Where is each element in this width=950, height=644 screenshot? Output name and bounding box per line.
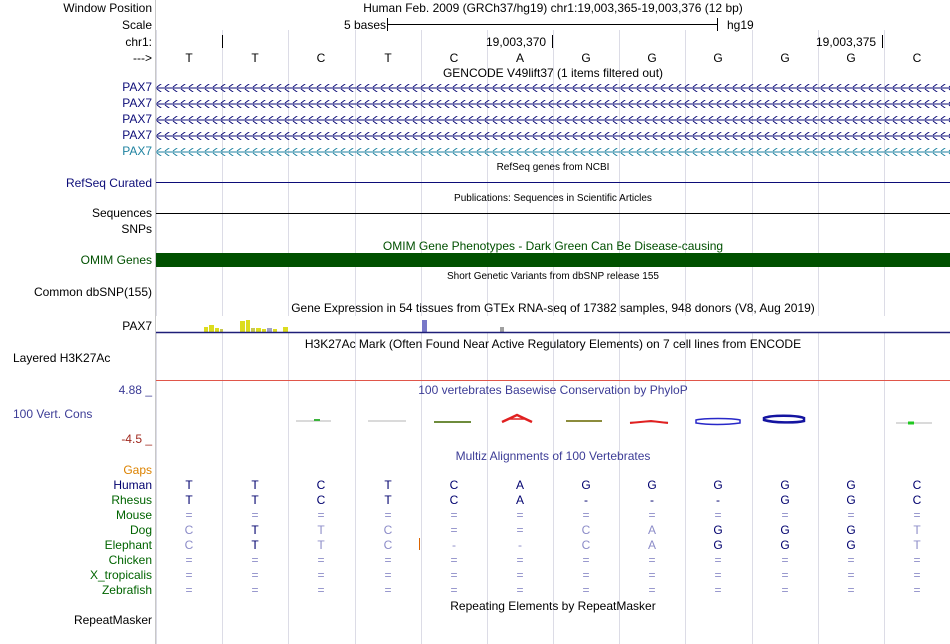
alignment-cell-human: G [581,478,591,492]
h3k27ac-track-title: H3K27Ac Mark (Often Found Near Active Regulatory Elements) on 7 cell lines from ENCODE [304,337,802,351]
strand-arrow-label: ---> [133,51,152,65]
gencode-pax7-label-1[interactable]: PAX7 [122,80,152,94]
gencode-track-title: GENCODE V49lift37 (1 items filtered out) [442,66,664,80]
alignment-cell-rhesus: - [650,493,654,507]
alignment-cell-elephant: C [581,538,591,552]
alignment-cell-dog: T [251,523,259,537]
phylop-track-title: 100 vertebrates Basewise Conservation by PhyloP [418,383,688,397]
alignment-cell-elephant: A [647,538,656,552]
alignment-cell-zebrafish: = [913,583,921,597]
alignment-cell-zebrafish: = [582,583,590,597]
sequences-label[interactable]: Sequences [91,206,152,220]
snps-label[interactable]: SNPs [121,222,152,236]
alignment-cell-x-tropicalis: = [714,568,722,582]
alignment-cell-dog: G [713,523,723,537]
alignment-cell-zebrafish: = [847,583,855,597]
gencode-pax7-label-2[interactable]: PAX7 [122,96,152,110]
alignment-cell-mouse: = [582,508,590,522]
alignment-cell-x-tropicalis: = [913,568,921,582]
alignment-cell-zebrafish: = [317,583,325,597]
alignment-cell-chicken: = [648,553,656,567]
alignment-cell-human: T [384,478,392,492]
alignment-cell-zebrafish: = [251,583,259,597]
alignment-cell-zebrafish: = [781,583,789,597]
alignment-cell-mouse: = [847,508,855,522]
species-label-mouse[interactable]: Mouse [115,508,152,522]
alignment-cell-human: G [647,478,657,492]
omim-track-title: OMIM Gene Phenotypes - Dark Green Can Be Disease-causing [382,239,724,253]
alignment-cell-human: C [449,478,459,492]
gencode-transcript-1 [156,84,950,92]
alignment-cell-chicken: = [847,553,855,567]
coord-tick-1 [222,35,223,48]
alignment-cell-elephant: G [713,538,723,552]
alignment-cell-x-tropicalis: = [781,568,789,582]
coord-tick-3 [882,35,883,48]
gencode-transcript-4 [156,132,950,140]
alignment-cell-dog: C [383,523,393,537]
coord-label-2: 19,003,375 [816,35,877,49]
alignment-cell-human: C [912,478,922,492]
window-position-text: Human Feb. 2009 (GRCh37/hg19) chr1:19,003,365-19,003,376 (12 bp) [363,1,743,15]
reference-base: G [647,51,657,65]
scale-assembly: hg19 [727,18,754,32]
species-label-rhesus[interactable]: Rhesus [111,493,152,507]
alignment-cell-mouse: = [781,508,789,522]
alignment-cell-elephant: - [518,538,522,552]
reference-base: T [251,51,259,65]
alignment-cell-chicken: = [913,553,921,567]
gencode-transcript-3 [156,116,950,124]
gencode-pax7-label-4[interactable]: PAX7 [122,128,152,142]
alignment-cell-rhesus: - [584,493,588,507]
elephant-insertion-marker [419,538,420,550]
alignment-cell-human: C [316,478,326,492]
reference-base: C [449,51,459,65]
gencode-transcript-5 [156,148,950,156]
alignment-cell-rhesus: T [251,493,259,507]
vert-cons-label[interactable]: 100 Vert. Cons [13,407,93,421]
refseq-curated-label[interactable]: RefSeq Curated [65,176,152,190]
genome-browser-track-area[interactable] [156,0,950,644]
alignment-cell-elephant: T [251,538,259,552]
alignment-cell-elephant: C [184,538,194,552]
alignment-cell-rhesus: T [384,493,392,507]
alignment-cell-human: G [846,478,856,492]
scale-text: 5 bases [343,18,386,32]
reference-base: T [384,51,392,65]
alignment-cell-rhesus: G [780,493,790,507]
gtex-track-title: Gene Expression in 54 tissues from GTEx RNA-seq of 17382 samples, 948 donors (V8, Aug 2019) [291,301,815,315]
scale-bar-right-tick [717,18,718,31]
alignment-cell-dog: G [846,523,856,537]
multiz-track-title: Multiz Alignments of 100 Vertebrates [455,449,651,463]
reference-base: G [581,51,591,65]
species-label-human[interactable]: Human [113,478,152,492]
alignment-cell-chicken: = [714,553,722,567]
alignment-cell-zebrafish: = [450,583,458,597]
omim-gene-bar[interactable] [156,253,950,267]
species-label-zebrafish[interactable]: Zebrafish [101,583,152,597]
alignment-cell-mouse: = [714,508,722,522]
alignment-cell-dog: C [581,523,591,537]
repeatmasker-track-title: Repeating Elements by RepeatMasker [450,599,656,613]
alignment-cell-rhesus: C [316,493,326,507]
chr-label: chr1: [125,35,152,49]
reference-base: T [185,51,193,65]
alignment-cell-dog: G [780,523,790,537]
alignment-cell-dog: A [647,523,656,537]
alignment-cell-zebrafish: = [516,583,524,597]
alignment-cell-mouse: = [648,508,656,522]
alignment-cell-x-tropicalis: = [384,568,392,582]
alignment-cell-rhesus: - [716,493,720,507]
alignment-cell-human: G [780,478,790,492]
gtex-pax7-label[interactable]: PAX7 [122,319,152,333]
alignment-cell-zebrafish: = [384,583,392,597]
alignment-cell-dog: = [516,523,524,537]
refseq-track-title: RefSeq genes from NCBI [496,162,610,173]
alignment-cell-chicken: = [516,553,524,567]
common-dbsnp-label[interactable]: Common dbSNP(155) [33,285,152,299]
alignment-cell-mouse: = [251,508,259,522]
reference-base: C [912,51,922,65]
alignment-cell-x-tropicalis: = [516,568,524,582]
species-label-elephant[interactable]: Elephant [104,538,152,552]
track-label-column [0,0,156,644]
alignment-cell-chicken: = [781,553,789,567]
alignment-cell-chicken: = [251,553,259,567]
coord-tick-2 [552,35,553,48]
h3k27ac-signal-line[interactable] [156,380,950,381]
layered-h3k27ac-label[interactable]: Layered H3K27Ac [13,351,111,365]
scale-label: Scale [121,18,152,32]
alignment-cell-rhesus: C [912,493,922,507]
alignment-cell-rhesus: A [515,493,524,507]
phylop-conservation-logo[interactable] [156,410,950,430]
alignment-cell-dog: T [913,523,921,537]
reference-base: G [713,51,723,65]
alignment-cell-rhesus: T [185,493,193,507]
reference-base: A [515,51,524,65]
alignment-cell-elephant: T [913,538,921,552]
alignment-cell-mouse: = [516,508,524,522]
alignment-cell-human: T [185,478,193,492]
omim-genes-label[interactable]: OMIM Genes [80,253,152,267]
alignment-cell-x-tropicalis: = [847,568,855,582]
species-label-x-tropicalis[interactable]: X_tropicalis [89,568,152,582]
alignment-cell-mouse: = [317,508,325,522]
alignment-cell-x-tropicalis: = [582,568,590,582]
scale-bar [387,24,718,25]
alignment-cell-x-tropicalis: = [317,568,325,582]
alignment-cell-mouse: = [384,508,392,522]
alignment-cell-chicken: = [384,553,392,567]
alignment-cell-zebrafish: = [185,583,193,597]
dbsnp-track-title: Short Genetic Variants from dbSNP release 155 [447,271,659,282]
alignment-cell-rhesus: G [846,493,856,507]
window-position-label: Window Position [63,1,152,15]
gencode-transcripts[interactable] [156,80,950,160]
phylop-min-label: -4.5 _ [121,432,152,446]
alignment-cell-mouse: = [450,508,458,522]
alignment-cell-mouse: = [185,508,193,522]
gencode-transcript-2 [156,100,950,108]
alignment-cell-elephant: G [780,538,790,552]
alignment-cell-mouse: = [913,508,921,522]
alignment-cell-elephant: T [317,538,325,552]
alignment-cell-chicken: = [582,553,590,567]
repeatmasker-label[interactable]: RepeatMasker [73,613,152,627]
alignment-cell-rhesus: C [449,493,459,507]
reference-base: G [846,51,856,65]
reference-base: C [316,51,326,65]
alignment-cell-chicken: = [317,553,325,567]
gencode-pax7-label-3[interactable]: PAX7 [122,112,152,126]
alignment-cell-dog: = [450,523,458,537]
phylop-max-label: 4.88 _ [118,383,152,397]
alignment-cell-x-tropicalis: = [185,568,193,582]
alignment-cell-elephant: G [846,538,856,552]
species-label-chicken[interactable]: Chicken [108,553,152,567]
alignment-cell-chicken: = [185,553,193,567]
alignment-cell-x-tropicalis: = [251,568,259,582]
alignment-cell-x-tropicalis: = [648,568,656,582]
alignment-cell-dog: T [317,523,325,537]
alignment-cell-elephant: - [452,538,456,552]
publications-track-title: Publications: Sequences in Scientific Articles [454,193,652,204]
gtex-expression-bars[interactable] [156,316,950,334]
species-label-dog[interactable]: Dog [129,523,152,537]
publications-line[interactable] [156,213,950,214]
alignment-cell-x-tropicalis: = [450,568,458,582]
alignment-cell-zebrafish: = [714,583,722,597]
refseq-gene-line[interactable] [156,182,950,183]
alignment-cell-human: G [713,478,723,492]
gaps-label[interactable]: Gaps [123,463,152,477]
alignment-cell-elephant: C [383,538,393,552]
coord-label-1: 19,003,370 [486,35,547,49]
alignment-cell-dog: C [184,523,194,537]
alignment-cell-human: A [515,478,524,492]
alignment-cell-zebrafish: = [648,583,656,597]
alignment-cell-human: T [251,478,259,492]
alignment-cell-chicken: = [450,553,458,567]
reference-base: G [780,51,790,65]
gencode-pax7-label-5[interactable]: PAX7 [122,144,152,158]
